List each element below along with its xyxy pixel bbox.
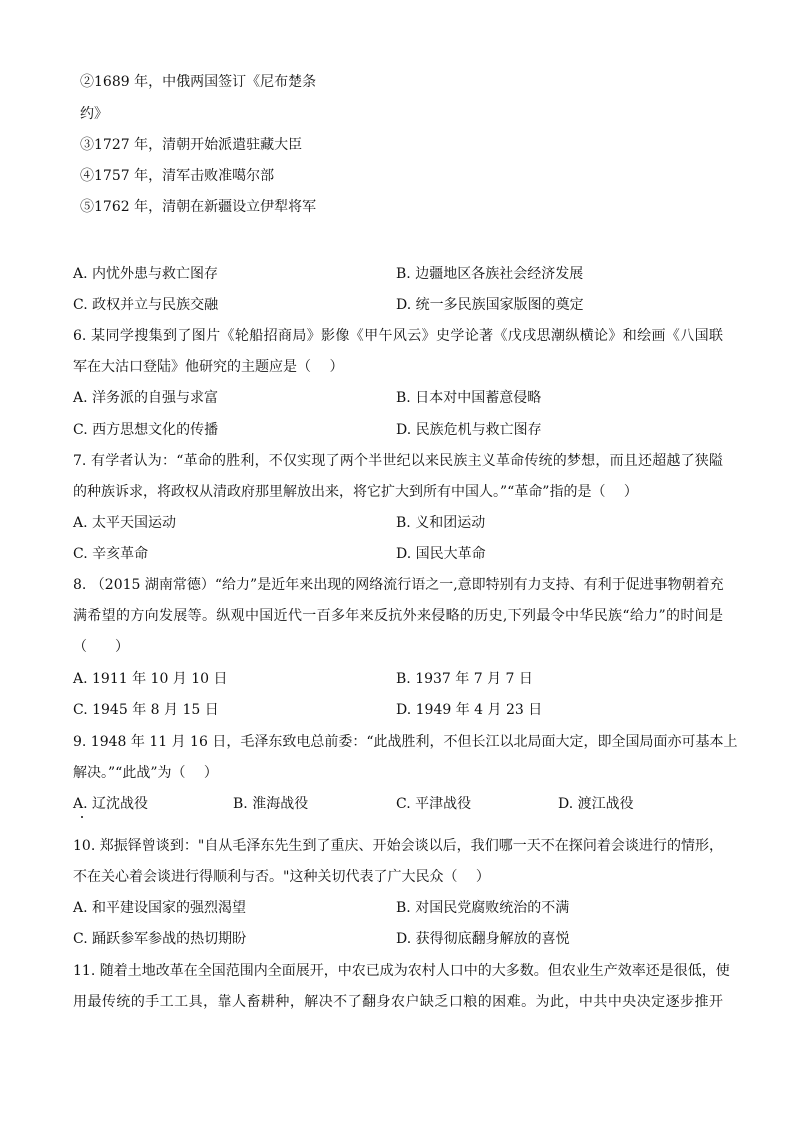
q9-option-d[interactable]: D. 渡江战役 [558, 796, 634, 812]
q9-option-b[interactable]: B. 淮海战役 [233, 796, 309, 812]
q8-option-d[interactable]: D. 1949 年 4 月 23 日 [396, 702, 543, 718]
q8-stem-line-3: （ ） [73, 639, 129, 655]
q10-stem-line-1: 10. 郑振铎曾谈到："自从毛泽东先生到了重庆、开始会谈以后，我们哪一天不在探问着会谈进行的情形， [73, 838, 723, 854]
q6-stem-line-2: 军在大沽口登陆》他研究的主题应是（ ） [73, 359, 344, 375]
q6-option-a[interactable]: A. 洋务派的自强与求富 [73, 390, 219, 406]
q5-item-2: ②1689 年，中俄两国签订《尼布楚条 [80, 74, 317, 90]
q11-stem-line-1: 11. 随着土地改革在全国范围内全面展开，中农已成为农村人口中的大多数。但农业生产效率还是很低，使 [73, 963, 730, 979]
q6-option-d[interactable]: D. 民族危机与救亡图存 [396, 422, 542, 438]
q8-option-b[interactable]: B. 1937 年 7 月 7 日 [396, 671, 533, 687]
q10-option-a[interactable]: A. 和平建设国家的强烈渴望 [73, 900, 247, 916]
q5-option-d[interactable]: D. 统一多民族国家版图的奠定 [396, 297, 584, 313]
q10-option-b[interactable]: B. 对国民党腐败统治的不满 [396, 900, 570, 916]
q5-item-2-cont: 约》 [80, 106, 108, 122]
q5-option-c[interactable]: C. 政权并立与民族交融 [73, 297, 219, 313]
q5-option-b[interactable]: B. 边疆地区各族社会经济发展 [396, 266, 584, 282]
q8-option-c[interactable]: C. 1945 年 8 月 15 日 [73, 702, 219, 718]
q5-item-5: ⑤1762 年，清朝在新疆设立伊犁将军 [80, 199, 317, 215]
q9-option-c[interactable]: C. 平津战役 [396, 796, 472, 812]
q9-stem-line-1: 9. 1948 年 11 月 16 日，毛泽东致电总前委：“此战胜利，不但长江以北局面大定，即全国局面亦可基本上 [73, 734, 738, 750]
q8-option-a[interactable]: A. 1911 年 10 月 10 日 [73, 671, 228, 687]
q5-item-3: ③1727 年，清朝开始派遣驻藏大臣 [80, 137, 303, 153]
q9-option-a[interactable]: A. 辽沈战役 [73, 796, 149, 812]
q8-stem-line-1: 8. （2015 湖南常德）“给力”是近年来出现的网络流行语之一,意即特别有力支持、有利于促进事物朝着充 [73, 577, 724, 593]
q7-option-b[interactable]: B. 义和团运动 [396, 515, 486, 531]
q10-option-c[interactable]: C. 踊跃参军参战的热切期盼 [73, 931, 247, 947]
q11-stem-line-2: 用最传统的手工工具，靠人畜耕种，解决不了翻身农户缺乏口粮的困难。为此，中共中央决定逐步推开 [73, 994, 723, 1010]
q5-item-4: ④1757 年，清军击败准噶尔部 [80, 168, 275, 184]
q10-option-d[interactable]: D. 获得彻底翻身解放的喜悦 [396, 931, 570, 947]
q7-stem-line-2: 的种族诉求，将政权从清政府那里解放出来，将它扩大到所有中国人。”“革命”指的是（ ） [73, 484, 638, 500]
q6-option-c[interactable]: C. 西方思想文化的传播 [73, 422, 219, 438]
q9-stem-line-2: 解决。”“此战”为（ ） [73, 765, 218, 781]
q7-option-c[interactable]: C. 辛亥革命 [73, 546, 149, 562]
q7-stem-line-1: 7. 有学者认为：“革命的胜利，不仅实现了两个半世纪以来民族主义革命传统的梦想，而且还超越了狭隘 [73, 453, 723, 469]
q6-option-b[interactable]: B. 日本对中国蓄意侵略 [396, 390, 542, 406]
q7-option-d[interactable]: D. 国民大革命 [396, 546, 486, 562]
q7-option-a[interactable]: A. 太平天国运动 [73, 515, 177, 531]
q6-stem-line-1: 6. 某同学搜集到了图片《轮船招商局》影像《甲午风云》史学论著《戊戌思潮纵横论》和绘画《八国联 [73, 328, 723, 344]
stray-dot-mark [81, 816, 83, 818]
q5-option-a[interactable]: A. 内忧外患与救亡图存 [73, 266, 219, 282]
q10-stem-line-2: 不在关心着会谈进行得顺利与否。"这种关切代表了广大民众（ ） [73, 869, 490, 885]
q8-stem-line-2: 满希望的方向发展等。纵观中国近代一百多年来反抗外来侵略的历史,下列最令中华民族“给力”的时间是 [73, 608, 723, 624]
